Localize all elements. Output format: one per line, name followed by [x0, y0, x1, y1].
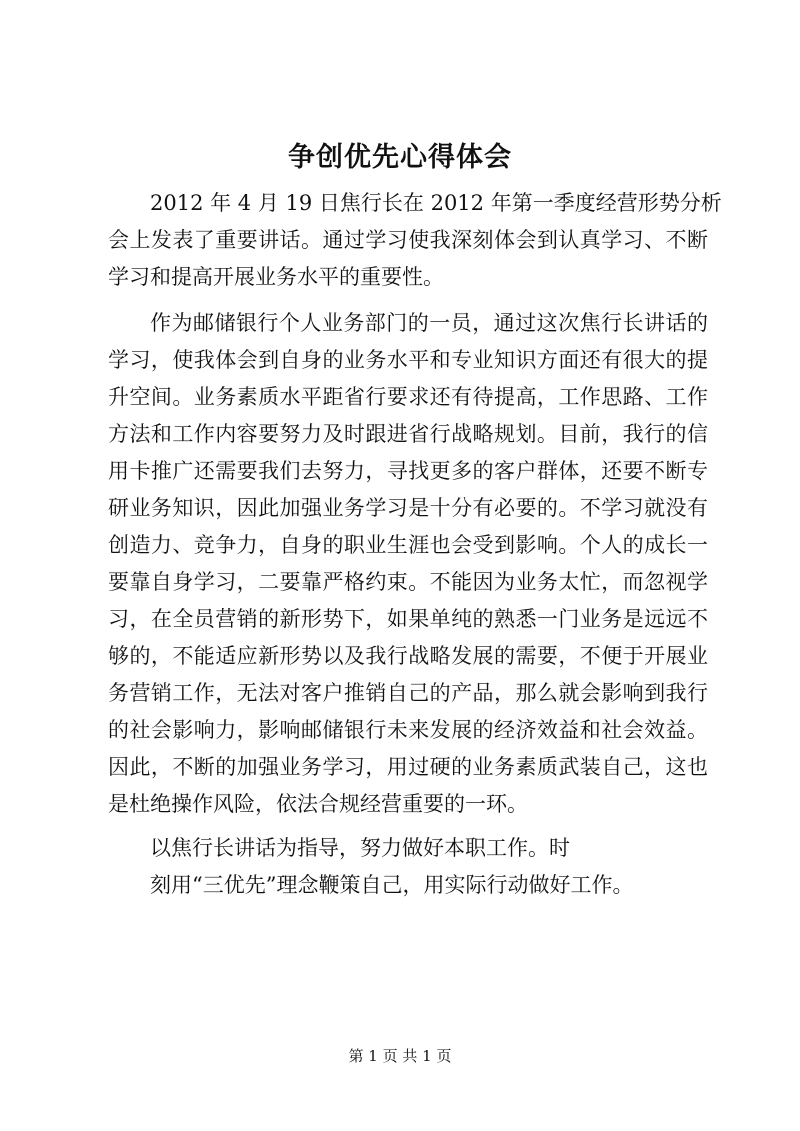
- paragraph-line: 因此，不断的加强业务学习，用过硬的业务素质武装自己，这也: [108, 755, 708, 779]
- paragraph-line: 是杜绝操作风险，依法合规经营重要的一环。: [108, 792, 528, 816]
- paragraph-line: 要靠自身学习，二要靠严格约束。不能因为业务太忙，而忽视学: [108, 570, 708, 594]
- paragraph-line: 升空间。业务素质水平距省行要求还有待提高，工作思路、工作: [108, 385, 708, 409]
- paragraph-line: 学习，使我体会到自身的业务水平和专业知识方面还有很大的提: [108, 348, 708, 372]
- paragraph-line: 以焦行长讲话为指导，努力做好本职工作。时: [150, 836, 570, 860]
- paragraph-line: 学习和提高开展业务水平的重要性。: [108, 265, 444, 289]
- paragraph-line: 创造力、竞争力，自身的职业生涯也会受到影响。个人的成长一: [108, 533, 708, 557]
- paragraph-line: 方法和工作内容要努力及时跟进省行战略规划。目前，我行的信: [108, 422, 708, 446]
- paragraph-line: 作为邮储银行个人业务部门的一员，通过这次焦行长讲话的: [150, 311, 708, 335]
- paragraph-line: 习，在全员营销的新形势下，如果单纯的熟悉一门业务是远远不: [108, 607, 708, 631]
- paragraph-line: 会上发表了重要讲话。通过学习使我深刻体会到认真学习、不断: [108, 228, 708, 252]
- document-title: 争创优先心得体会: [288, 142, 512, 173]
- paragraph-line: 务营销工作，无法对客户推销自己的产品，那么就会影响到我行: [108, 681, 708, 705]
- paragraph-line: 用卡推广还需要我们去努力，寻找更多的客户群体，还要不断专: [108, 459, 708, 483]
- paragraph-line: 的社会影响力，影响邮储银行未来发展的经济效益和社会效益。: [108, 718, 708, 742]
- paragraph-line: 2012 年 4 月 19 日焦行长在 2012 年第一季度经营形势分析: [150, 191, 722, 215]
- paragraph-line: 研业务知识，因此加强业务学习是十分有必要的。不学习就没有: [108, 496, 708, 520]
- page-number-footer: 第 1 页 共 1 页: [348, 1047, 452, 1065]
- paragraph-line: 够的，不能适应新形势以及我行战略发展的需要，不便于开展业: [108, 644, 708, 668]
- paragraph-line: 刻用“三优先”理念鞭策自己，用实际行动做好工作。: [150, 873, 634, 897]
